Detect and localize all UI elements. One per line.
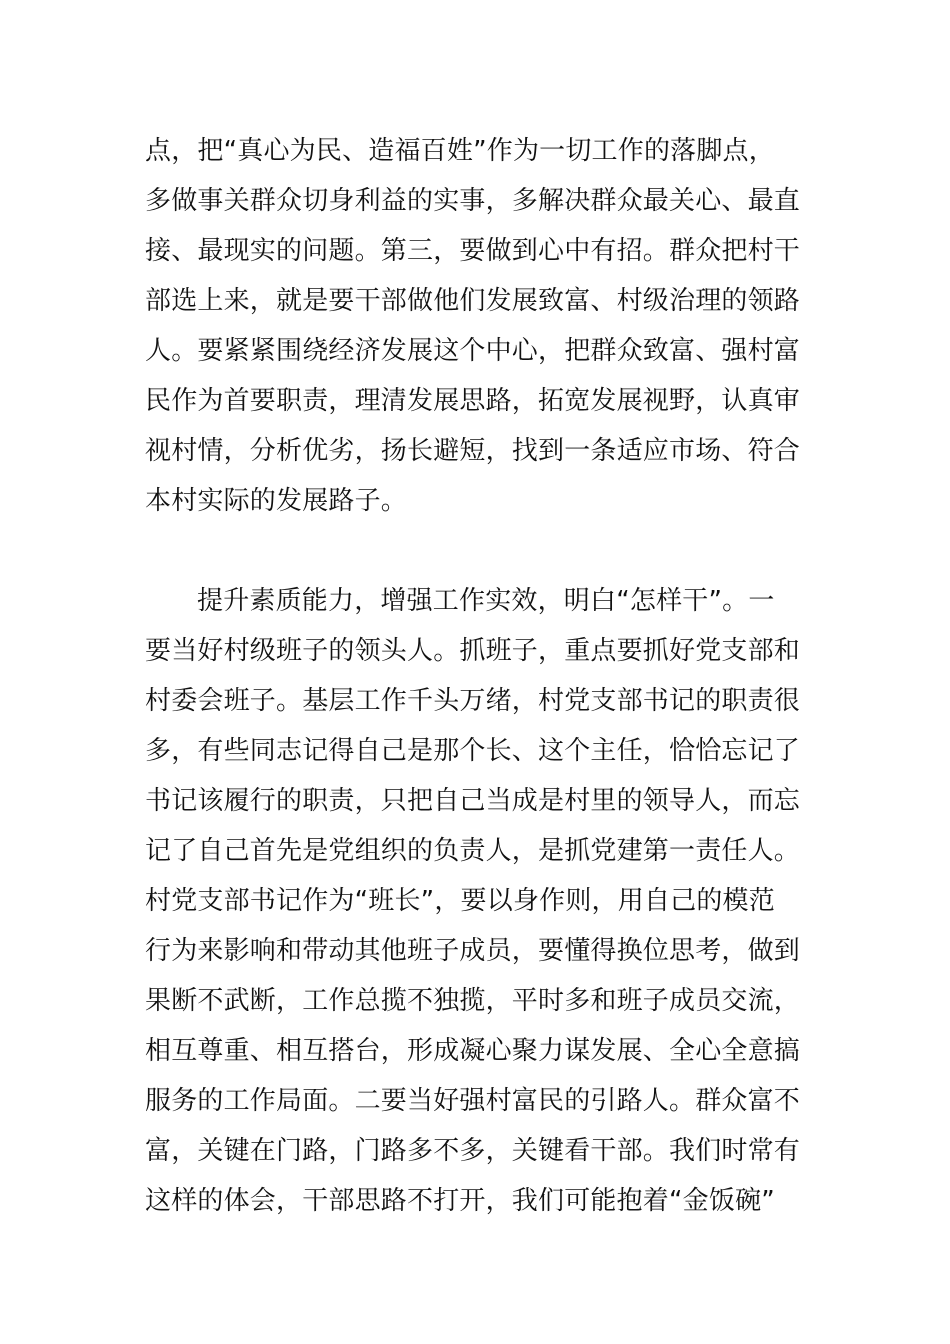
text-line: 本村实际的发展路子。	[145, 486, 408, 516]
text-line-indented: 提升素质能力，增强工作实效，明白“怎样干”。一	[197, 586, 775, 616]
text-line: 村委会班子。基层工作千头万绪，村党支部书记的职责很	[145, 686, 801, 716]
text-line: 书记该履行的职责，只把自己当成是村里的领导人，而忘	[145, 786, 801, 816]
text-line: 富，关键在门路，门路多不多，关键看干部。我们时常有	[145, 1136, 801, 1166]
text-line: 服务的工作局面。二要当好强村富民的引路人。群众富不	[145, 1086, 801, 1116]
text-line: 这样的体会，干部思路不打开，我们可能抱着“金饭碗”	[145, 1186, 775, 1216]
paragraph-2	[145, 576, 810, 1226]
text-line: 记了自己首先是党组织的负责人，是抓党建第一责任人。	[145, 836, 801, 866]
text-line: 多，有些同志记得自己是那个长、这个主任，恰恰忘记了	[145, 736, 801, 766]
text-line: 民作为首要职责，理清发展思路，拓宽发展视野，认真审	[145, 386, 801, 416]
text-line: 人。要紧紧围绕经济发展这个中心，把群众致富、强村富	[145, 336, 801, 366]
paragraph-1	[145, 126, 810, 526]
text-line: 部选上来，就是要干部做他们发展致富、村级治理的领路	[145, 286, 801, 316]
text-line: 要当好村级班子的领头人。抓班子，重点要抓好党支部和	[145, 636, 801, 666]
text-line: 接、最现实的问题。第三，要做到心中有招。群众把村干	[145, 236, 801, 266]
text-line: 多做事关群众切身利益的实事，多解决群众最关心、最直	[145, 186, 801, 216]
text-line: 点，把“真心为民、造福百姓”作为一切工作的落脚点，	[145, 136, 775, 166]
text-line: 相互尊重、相互搭台，形成凝心聚力谋发展、全心全意搞	[145, 1036, 801, 1066]
text-line: 果断不武断，工作总揽不独揽，平时多和班子成员交流，	[145, 986, 801, 1016]
text-line: 村党支部书记作为“班长”，要以身作则，用自己的模范	[145, 886, 775, 916]
text-line: 行为来影响和带动其他班子成员，要懂得换位思考，做到	[145, 936, 801, 966]
text-line: 视村情，分析优劣，扬长避短，找到一条适应市场、符合	[145, 436, 801, 466]
